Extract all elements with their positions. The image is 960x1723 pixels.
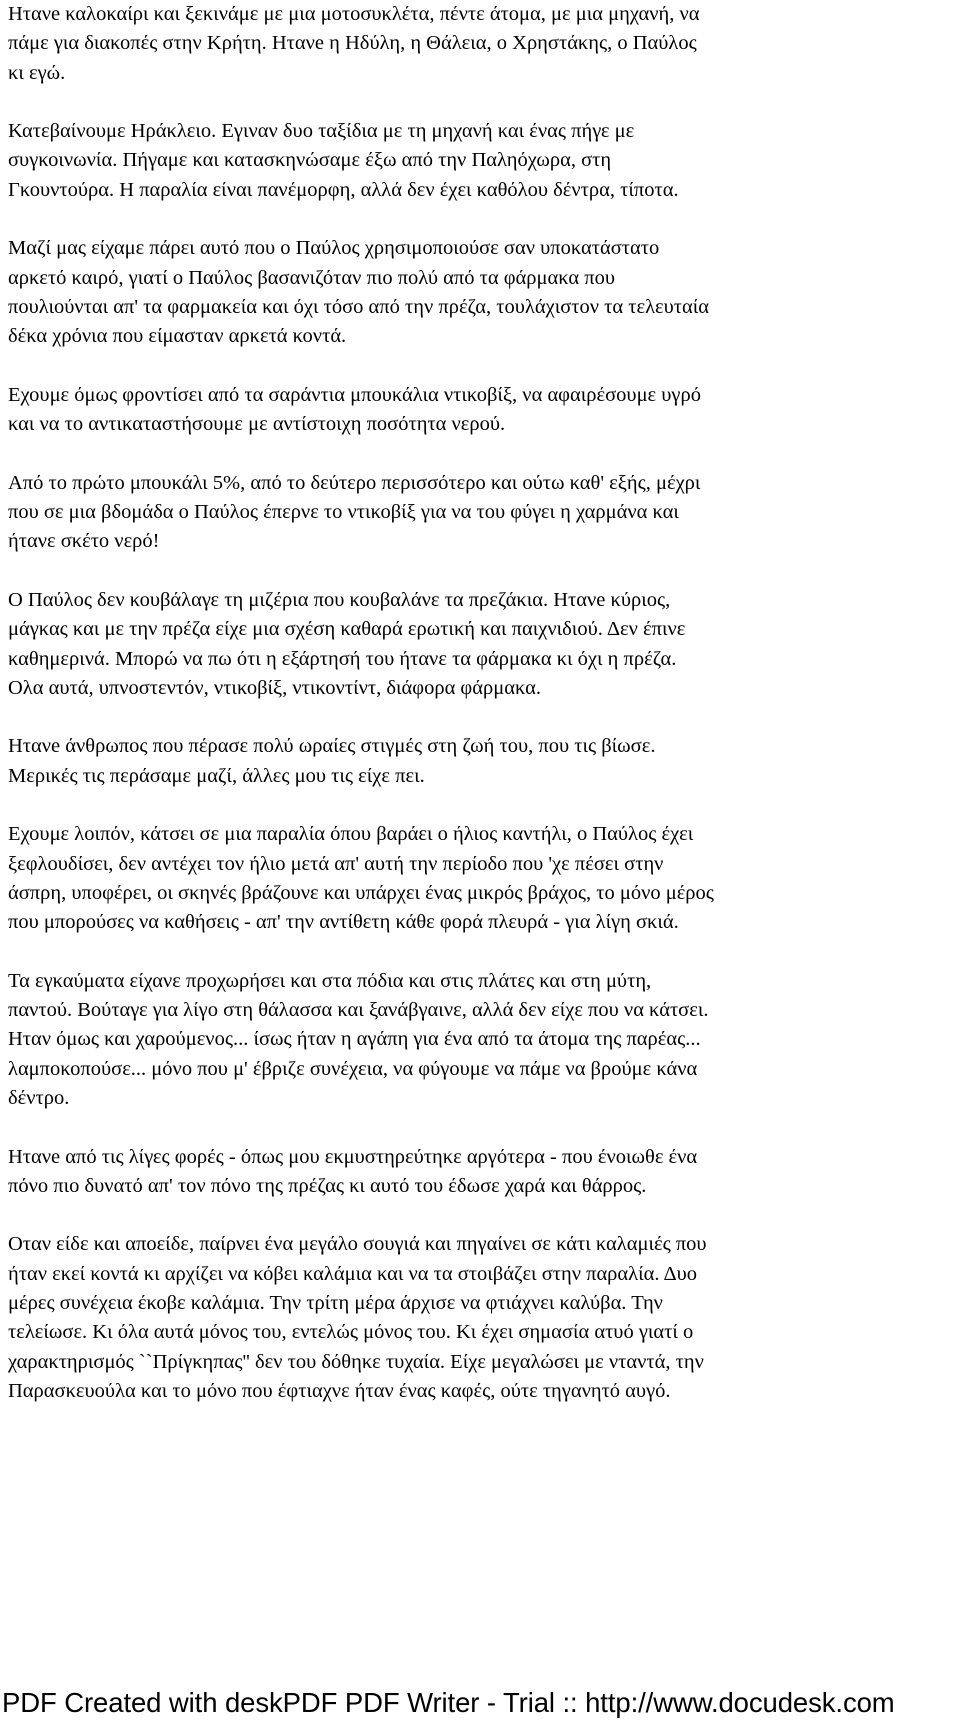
paragraph-11: Οταν είδε και αποείδε, παίρνει ένα μεγάλο σουγιά και πηγαίνει σε κάτι καλαμιές που ήταν εκεί κοντά κι αρχίζει να κόβει καλάμια και να τα στοιβάζει στην παραλία. Δυο μέρες συνέχεια έκοβε καλάμια. Την τρίτη μέρα άρχισε να φτιάχνει καλύβα. Την τελείωσε. Κι όλα αυτά μόνος του, εντελώς μόνος του. Κι έχει σημασία ατυό γιατί ο χαρακτηρισμός ``Πρίγκηπας'' δεν του δόθηκε τυχαία. Είχε μεγαλώσει με νταντά, την Παρασκευούλα και το μόνο που έφτιαχνε ήταν ένας καφές, ούτε τηγανητό αυγό. bbox=[8, 1233, 707, 1402]
paragraph-6: Ο Παύλος δεν κουβάλαγε τη μιζέρια που κουβαλάνε τα πρεζάκια. Ητανe κύριος, μάγκας και με την πρέζα είχε μια σχέση καθαρά ερωτική και παιχνιδιού. Δεν έπινε καθημερινά. Μπορώ να πω ότι η εξάρτησή του ήτανε τα φάρμακα κι όχι η πρέζα. Ολα αυτά, υπνοστεντόν, ντικοβίξ, ντικοντίντ, διάφορα φάρμακα. bbox=[8, 588, 686, 699]
paragraph-1: Ητανe καλοκαίρι και ξεκινάμε με μια μοτοσυκλέτα, πέντε άτομα, με μια μηχανή, να πάμε για διακοπές στην Κρήτη. Ητανe η Ηδύλη, η Θάλεια, ο Χρηστάκης, ο Παύλος κι εγώ. bbox=[8, 3, 700, 84]
paragraph-7: Ητανe άνθρωπος που πέρασε πολύ ωραίες στιγμές στη ζωή του, που τις βίωσε. Μερικές τις περάσαμε μαζί, άλλες μου τις είχε πει. bbox=[8, 735, 656, 787]
paragraph-5: Από το πρώτο μπουκάλι 5%, από το δεύτερο περισσότερο και ούτω καθ' εξής, μέχρι που σε μια βδομάδα ο Παύλος έπερνε το ντικοβίξ για να του φύγει η χαρμάνα και ήτανε σκέτο νερό! bbox=[8, 471, 701, 553]
paragraph-8: Εχουμε λοιπόν, κάτσει σε μια παραλία όπου βαράει ο ήλιος καντήλι, ο Παύλος έχει ξεφλουδίσει, δεν αντέχει τον ήλιο μετά απ' αυτή την περίοδο που 'χε πέσει στην άσπρη, υποφέρει, οι σκηνές βράζουνε και υπάρχει ένας μικρός βράχος, το μόνο μέρος που μπορούσες να καθήσεις - απ' την αντίθετη κάθε φορά πλευρά - για λίγη σκιά. bbox=[8, 823, 714, 934]
paragraph-9: Τα εγκαύματα είχανε προχωρήσει και στα πόδια και στις πλάτες και στη μύτη, παντού. Βούταγε για λίγο στη θάλασσα και ξανάβγαινε, αλλά δεν είχε που να κάτσει. Ηταν όμως και χαρούμενος... ίσως ήταν η αγάπη για ένα από τα άτομα της παρέας... λαμποκοπούσε... μόνο που μ' έβριζε συνέχεια, να φύγουμε να πάμε να βρούμε κάνα δέντρο. bbox=[8, 969, 709, 1109]
paragraph-4: Εχουμε όμως φροντίσει από τα σαράντια μπουκάλια ντικοβίξ, να αφαιρέσουμε υγρό και να το αντικαταστήσουμε με αντίστοιχη ποσότητα νερού. bbox=[8, 383, 701, 436]
paragraph-2: Κατεβαίνουμε Ηράκλειο. Εγιναν δυο ταξίδια με τη μηχανή και ένας πήγε με συγκοινωνία. Πήγαμε και κατασκηνώσαμε έξω από την Παληόχωρα, στη Γκουντούρα. Η παραλία είναι πανέμορφη, αλλά δεν έχει καθόλου δέντρα, τίποτα. bbox=[8, 120, 679, 201]
paragraph-10: Ητανe από τις λίγες φορές - όπως μου εκμυστηρεύτηκε αργότερα - που ένοιωθε ένα πόνο πιο δυνατό απ' τον πόνο της πρέζας κι αυτό του έδωσε χαρά και θάρρος. bbox=[8, 1145, 698, 1197]
document-body bbox=[8, 0, 952, 1406]
paragraph-3: Μαζί μας είχαμε πάρει αυτό που ο Παύλος χρησιμοποιούσε σαν υποκατάστατο αρκετό καιρό, γιατί ο Παύλος βασανιζόταν πιο πολύ από τα φάρμακα που πουλιούνται απ' τα φαρμακεία και όχι τόσο από την πρέζα, τουλάχιστον τα τελευταία δέκα χρόνια που είμασταν αρκετά κοντά. bbox=[8, 237, 710, 348]
pdf-watermark-footer: PDF Created with deskPDF PDF Writer - Trial :: http://www.docudesk.com bbox=[2, 1687, 895, 1718]
